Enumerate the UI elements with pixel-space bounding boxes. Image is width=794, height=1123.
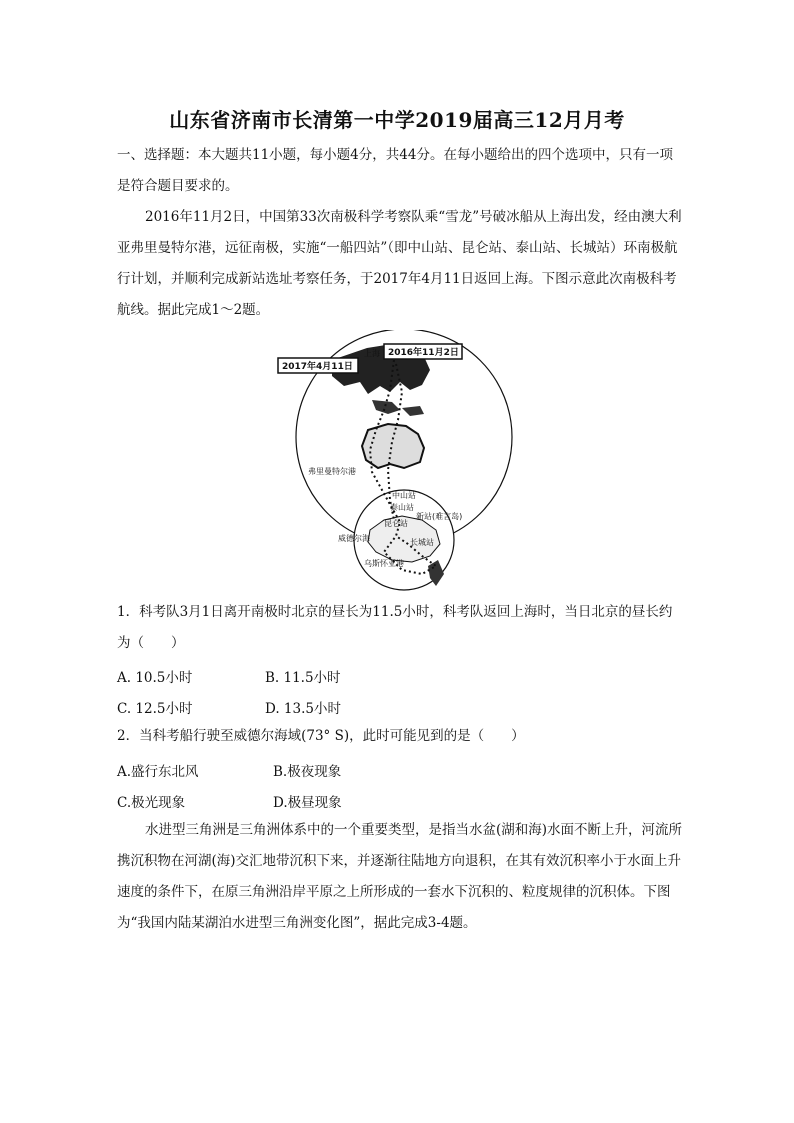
- q1-option-d: D. 13.5小时: [265, 701, 341, 717]
- weddell-label: 威德尔海: [338, 534, 370, 543]
- q1-option-c: C. 12.5小时: [117, 701, 193, 717]
- taishan-label: 泰山站: [390, 503, 414, 512]
- section-intro: 一、选择题：本大题共11小题，每小题4分，共44分。在每小题给出的四个选项中，只有一项是符合题目要求的。: [117, 147, 673, 194]
- depart-date-label: 2016年11月2日: [388, 348, 459, 358]
- newstation-label: 新站(难言岛): [416, 512, 463, 521]
- q2-option-c: C.极光现象: [117, 795, 186, 811]
- q2-option-a: A.盛行东北风: [117, 764, 199, 780]
- route-map-figure: [272, 330, 522, 592]
- fremantle-label: 弗里曼特尔港: [308, 467, 356, 476]
- q1-option-b: B. 11.5小时: [265, 670, 341, 686]
- page-title: 山东省济南市长清第一中学2019届高三12月月考: [169, 108, 625, 132]
- q2-option-d: D.极昼现象: [273, 795, 342, 811]
- q1-option-a: A. 10.5小时: [117, 670, 193, 686]
- question-1-stem: 1．科考队3月1日离开南极时北京的昼长为11.5小时，科考队返回上海时，当日北京的昼长约为（ ）: [117, 604, 673, 651]
- kunlun-label: 昆仑站: [384, 519, 408, 528]
- ushuaia-label: 乌斯怀亚港: [364, 559, 404, 568]
- question-2-stem: 2．当科考船行驶至威德尔海域(73° S)，此时可能见到的是（ ）: [117, 728, 525, 744]
- q2-option-b: B.极夜现象: [273, 764, 342, 780]
- antarctic-route-map: [272, 330, 522, 592]
- passage-2: 水进型三角洲是三角洲体系中的一个重要类型，是指当水盆(湖和海)水面不断上升，河流所携沉积物在河湖(海)交汇地带沉积下来，并逐渐往陆地方向退积，在其有效沉积率小于水面上升速度的条件下，在原三角洲沿岸平原之上所形成的一套水下沉积的、粒度规律的沉积体。下图为“我国内陆某湖泊水进型三角洲变化图”，据此完成3-4题。: [117, 822, 683, 931]
- greatwall-label: 长城站: [410, 538, 434, 547]
- zhongshan-label: 中山站: [392, 491, 416, 500]
- return-date-label: 2017年4月11日: [282, 362, 353, 372]
- shanghai-label: 上海: [364, 349, 380, 358]
- passage-1: 2016年11月2日，中国第33次南极科学考察队乘“雪龙”号破冰船从上海出发，经由澳大利亚弗里曼特尔港，远征南极，实施“一船四站”（即中山站、昆仑站、泰山站、长城站）环南极航行计划，并顺利完成新站选址考察任务，于2017年4月11日返回上海。下图示意此次南极科考航线。据此完成1～2题。: [117, 209, 682, 318]
